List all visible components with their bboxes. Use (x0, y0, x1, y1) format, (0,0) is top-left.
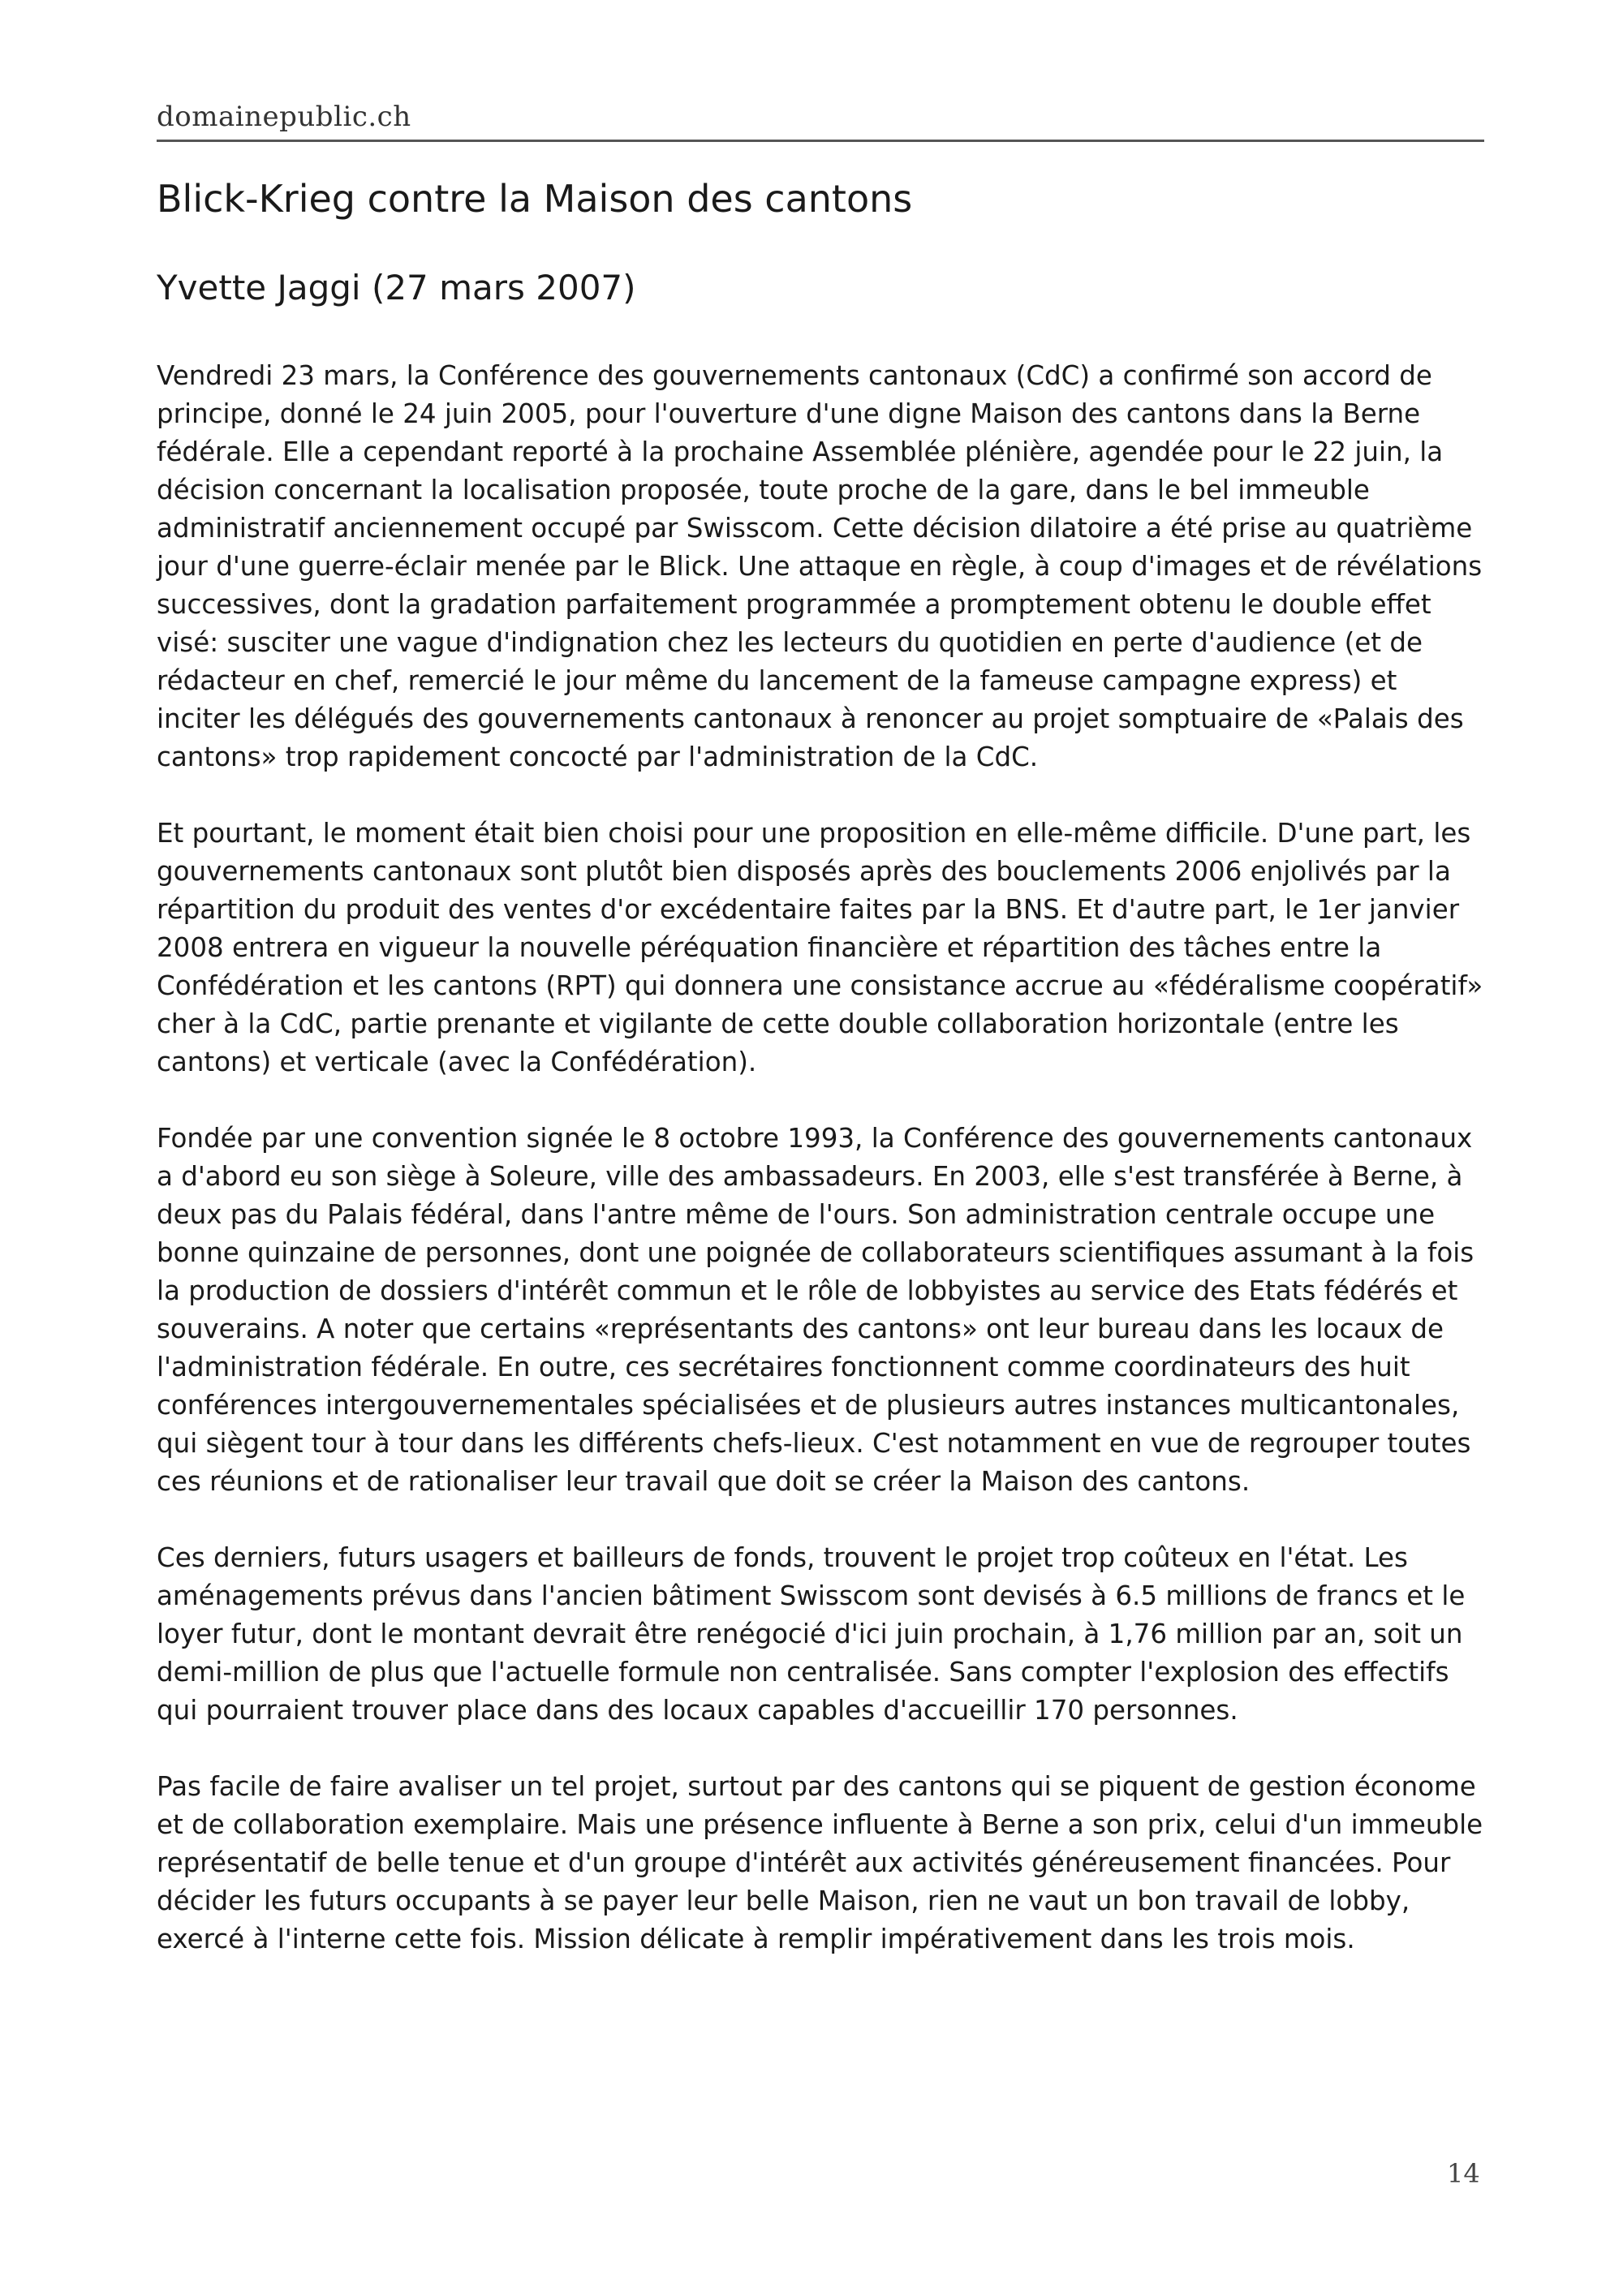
paragraph-3: Fondée par une convention signée le 8 octobre 1993, la Conférence des gouvernements cantonaux a d'abord eu son siège à Soleure, ville des ambassadeurs. En 2003, elle s'est transférée à Berne, à deux pas du Palais fédéral, dans l'antre même de l'ours. Son administration centrale occupe une bonne quinzaine de personnes, dont une poignée de collaborateurs scientifiques assumant à la fois la production de dossiers d'intérêt commun et le rôle de lobbyistes au service des Etats fédérés et souverains. A noter que certains «représentants des cantons» ont leur bureau dans les locaux de l'administration fédérale. En outre, ces secrétaires fonctionnent comme coordinateurs des huit conférences intergouvernementales spécialisées et de plusieurs autres instances multicantonales, qui siègent tour à tour dans les différents chefs-lieux. C'est notamment en vue de regrouper toutes ces réunions et de rationaliser leur travail que doit se créer la Maison des cantons. (157, 1123, 1474, 1497)
paragraph-1: Vendredi 23 mars, la Conférence des gouvernements cantonaux (CdC) a confirmé son accord de principe, donné le 24 juin 2005, pour l'ouverture d'une digne Maison des cantons dans la Berne fédérale. Elle a cependant reporté à la prochaine Assemblée plénière, agendée pour le 22 juin, la décision concernant la localisation proposée, toute proche de la gare, dans le bel immeuble administratif anciennement occupé par Swisscom. Cette décision dilatoire a été prise au quatrième jour d'une guerre-éclair menée par le Blick. Une attaque en règle, à coup d'images et de révélations successives, dont la gradation parfaitement programmée a promptement obtenu le double effet visé: susciter une vague d'indignation chez les lecteurs du quotidien en perte d'audience (et de rédacteur en chef, remercié le jour même du lancement de la fameuse campagne express) et inciter les délégués des gouvernements cantonaux à renoncer au projet somptuaire de «Palais des cantons» trop rapidement concocté par l'administration de la CdC. (157, 360, 1483, 772)
paragraph-4: Ces derniers, futurs usagers et bailleurs de fonds, trouvent le projet trop coûteux en l'état. Les aménagements prévus dans l'ancien bâtiment Swisscom sont devisés à 6.5 millions de francs et le loyer futur, dont le montant devrait être renégocié d'ici juin prochain, à 1,76 million par an, soit un demi-million de plus que l'actuelle formule non centralisée. Sans compter l'explosion des effectifs qui pourraient trouver place dans des locaux capables d'accueillir 170 personnes. (157, 1542, 1466, 1726)
article-title: Blick-Krieg contre la Maison des cantons (157, 177, 913, 221)
article-byline: Yvette Jaggi (27 mars 2007) (157, 268, 636, 307)
paragraph-5: Pas facile de faire avaliser un tel projet, surtout par des cantons qui se piquent de gestion économe et de collaboration exemplaire. Mais une présence influente à Berne a son prix, celui d'un immeuble représentatif de belle tenue et d'un groupe d'intérêt aux activités généreusement financées. Pour décider les futurs occupants à se payer leur belle Maison, rien ne vaut un bon travail de lobby, exercé à l'interne cette fois. Mission délicate à remplir impérativement dans les trois mois. (157, 1771, 1483, 1954)
page-number: 14 (1447, 2158, 1480, 2189)
site-header (157, 97, 1484, 142)
article-body (157, 357, 1484, 1997)
site-name: domainepublic.ch (157, 101, 411, 133)
paragraph-2: Et pourtant, le moment était bien choisi pour une proposition en elle-même difficile. D'une part, les gouvernements cantonaux sont plutôt bien disposés après des bouclements 2006 enjolivés par la répartition du produit des ventes d'or excédentaire faites par la BNS. Et d'autre part, le 1er janvier 2008 entrera en vigueur la nouvelle péréquation financière et répartition des tâches entre la Confédération et les cantons (RPT) qui donnera une consistance accrue au «fédéralisme coopératif» cher à la CdC, partie prenante et vigilante de cette double collaboration horizontale (entre les cantons) et verticale (avec la Confédération). (157, 818, 1483, 1077)
document-page (157, 0, 1484, 2296)
